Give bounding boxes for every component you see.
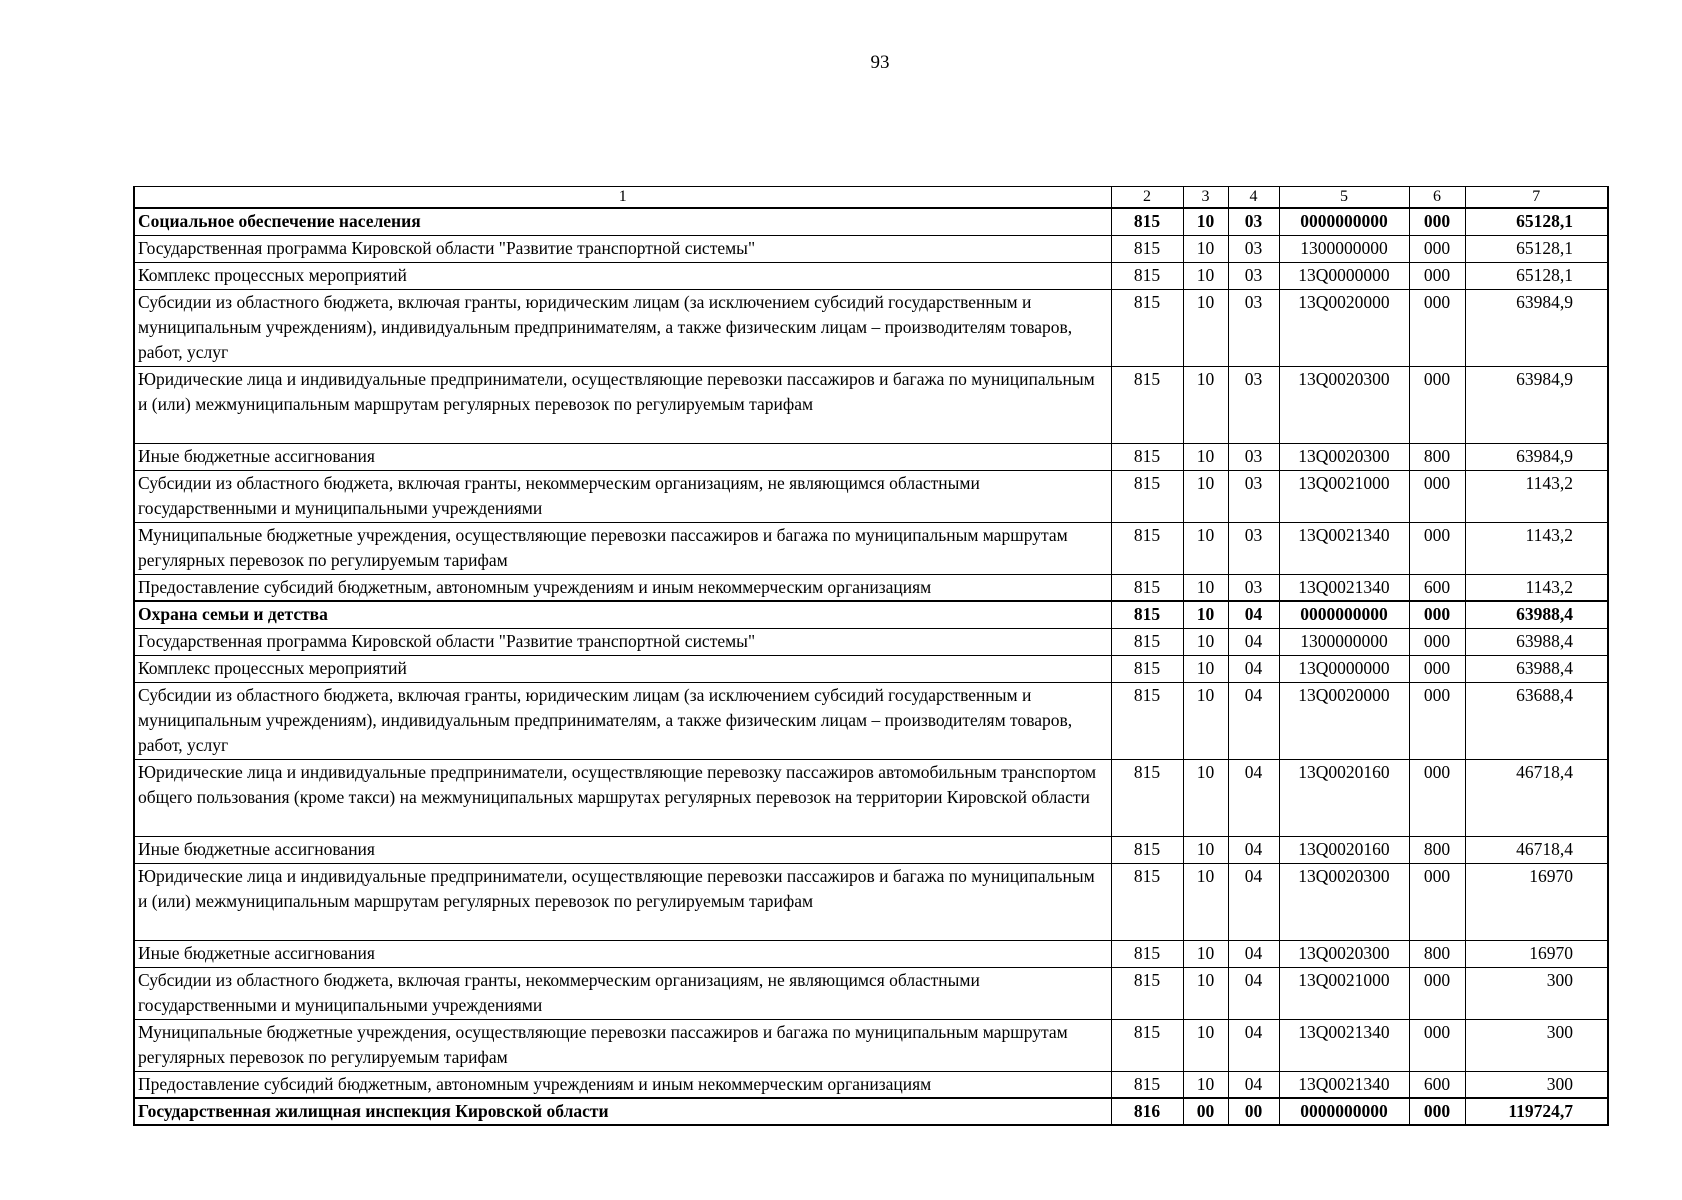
admin-code-cell: 815 [1111, 208, 1183, 235]
subsection-code-cell: 03 [1228, 289, 1279, 366]
section-code-cell: 10 [1183, 940, 1228, 967]
section-code-cell: 10 [1183, 366, 1228, 443]
admin-code-cell: 815 [1111, 601, 1183, 628]
section-code-cell: 10 [1183, 208, 1228, 235]
subsection-code-cell: 04 [1228, 682, 1279, 759]
table-row [134, 235, 1608, 262]
table-row [134, 262, 1608, 289]
section-code-cell: 10 [1183, 1019, 1228, 1071]
row-name-cell: Муниципальные бюджетные учреждения, осуществляющие перевозки пассажиров и багажа по муниципальным маршрутам регулярных перевозок по регулируемым тарифам [134, 1019, 1111, 1071]
admin-code-cell: 815 [1111, 235, 1183, 262]
expense-type-cell: 000 [1409, 208, 1465, 235]
subsection-code-cell: 04 [1228, 1019, 1279, 1071]
column-header: 4 [1228, 187, 1279, 209]
subsection-code-cell: 04 [1228, 759, 1279, 836]
row-name-cell: Юридические лица и индивидуальные предприниматели, осуществляющие перевозку пассажиров автомобильным транспортом общего пользования (кроме такси) на межмуниципальных маршрутах регулярных перевозок на территории Кировской области [134, 759, 1111, 836]
row-name-cell: Субсидии из областного бюджета, включая гранты, некоммерческим организациям, не являющимся областными государственными и муниципальными учреждениями [134, 470, 1111, 522]
section-code-cell: 10 [1183, 522, 1228, 574]
amount-cell: 300 [1465, 1019, 1608, 1071]
target-article-cell: 13Q0021340 [1279, 1019, 1409, 1071]
subsection-code-cell: 03 [1228, 235, 1279, 262]
row-name-cell: Государственная жилищная инспекция Кировской области [134, 1098, 1111, 1125]
row-name-cell: Субсидии из областного бюджета, включая гранты, некоммерческим организациям, не являющимся областными государственными и муниципальными учреждениями [134, 967, 1111, 1019]
column-header: 7 [1465, 187, 1608, 209]
subsection-code-cell: 04 [1228, 940, 1279, 967]
page-number: 93 [870, 52, 890, 73]
section-code-cell: 10 [1183, 443, 1228, 470]
table-row [134, 967, 1608, 1019]
section-code-cell: 10 [1183, 863, 1228, 940]
section-code-cell: 10 [1183, 655, 1228, 682]
target-article-cell: 0000000000 [1279, 1098, 1409, 1125]
row-name-cell: Предоставление субсидий бюджетным, автономным учреждениям и иным некоммерческим организациям [134, 1071, 1111, 1098]
subsection-code-cell: 03 [1228, 262, 1279, 289]
section-code-cell: 10 [1183, 235, 1228, 262]
subsection-code-cell: 00 [1228, 1098, 1279, 1125]
expense-type-cell: 800 [1409, 940, 1465, 967]
subsection-code-cell: 04 [1228, 967, 1279, 1019]
admin-code-cell: 815 [1111, 574, 1183, 601]
row-name-cell: Иные бюджетные ассигнования [134, 836, 1111, 863]
admin-code-cell: 815 [1111, 522, 1183, 574]
amount-cell: 65128,1 [1465, 208, 1608, 235]
expense-type-cell: 000 [1409, 1098, 1465, 1125]
subsection-code-cell: 03 [1228, 522, 1279, 574]
subsection-code-cell: 04 [1228, 1071, 1279, 1098]
section-code-cell: 10 [1183, 289, 1228, 366]
expense-type-cell: 000 [1409, 759, 1465, 836]
target-article-cell: 1300000000 [1279, 628, 1409, 655]
expense-type-cell: 000 [1409, 366, 1465, 443]
row-name-cell: Муниципальные бюджетные учреждения, осуществляющие перевозки пассажиров и багажа по муниципальным маршрутам регулярных перевозок по регулируемым тарифам [134, 522, 1111, 574]
admin-code-cell: 815 [1111, 836, 1183, 863]
target-article-cell: 13Q0020300 [1279, 940, 1409, 967]
section-code-cell: 10 [1183, 628, 1228, 655]
column-header: 6 [1409, 187, 1465, 209]
row-name-cell: Иные бюджетные ассигнования [134, 443, 1111, 470]
target-article-cell: 13Q0020300 [1279, 366, 1409, 443]
subsection-code-cell: 03 [1228, 574, 1279, 601]
amount-cell: 1143,2 [1465, 470, 1608, 522]
target-article-cell: 0000000000 [1279, 208, 1409, 235]
row-name-cell: Предоставление субсидий бюджетным, автономным учреждениям и иным некоммерческим организациям [134, 574, 1111, 601]
row-name-cell: Субсидии из областного бюджета, включая гранты, юридическим лицам (за исключением субсидий государственным и муниципальным учреждениям), индивидуальным предпринимателям, а также физическим лицам – производителям товаров, работ, услуг [134, 682, 1111, 759]
target-article-cell: 13Q0021000 [1279, 967, 1409, 1019]
column-header: 3 [1183, 187, 1228, 209]
expense-type-cell: 000 [1409, 863, 1465, 940]
table-row [134, 366, 1608, 443]
expense-type-cell: 000 [1409, 289, 1465, 366]
target-article-cell: 13Q0000000 [1279, 655, 1409, 682]
section-code-cell: 10 [1183, 574, 1228, 601]
table-row [134, 682, 1608, 759]
admin-code-cell: 815 [1111, 470, 1183, 522]
subsection-code-cell: 03 [1228, 470, 1279, 522]
target-article-cell: 13Q0000000 [1279, 262, 1409, 289]
target-article-cell: 13Q0020300 [1279, 443, 1409, 470]
amount-cell: 300 [1465, 967, 1608, 1019]
row-name-cell: Социальное обеспечение населения [134, 208, 1111, 235]
target-article-cell: 13Q0020160 [1279, 759, 1409, 836]
section-code-cell: 10 [1183, 601, 1228, 628]
amount-cell: 16970 [1465, 863, 1608, 940]
admin-code-cell: 815 [1111, 1019, 1183, 1071]
column-header: 1 [134, 187, 1111, 209]
expense-type-cell: 800 [1409, 443, 1465, 470]
amount-cell: 63988,4 [1465, 655, 1608, 682]
expense-type-cell: 000 [1409, 628, 1465, 655]
amount-cell: 16970 [1465, 940, 1608, 967]
target-article-cell: 13Q0021340 [1279, 522, 1409, 574]
admin-code-cell: 815 [1111, 940, 1183, 967]
table-row [134, 628, 1608, 655]
expense-type-cell: 000 [1409, 1019, 1465, 1071]
amount-cell: 63984,9 [1465, 443, 1608, 470]
row-name-cell: Комплекс процессных мероприятий [134, 262, 1111, 289]
admin-code-cell: 815 [1111, 655, 1183, 682]
expense-type-cell: 000 [1409, 601, 1465, 628]
expense-type-cell: 600 [1409, 1071, 1465, 1098]
admin-code-cell: 815 [1111, 759, 1183, 836]
amount-cell: 46718,4 [1465, 836, 1608, 863]
target-article-cell: 0000000000 [1279, 601, 1409, 628]
table-row [134, 470, 1608, 522]
column-header: 2 [1111, 187, 1183, 209]
admin-code-cell: 815 [1111, 967, 1183, 1019]
amount-cell: 63984,9 [1465, 289, 1608, 366]
section-code-cell: 00 [1183, 1098, 1228, 1125]
section-code-cell: 10 [1183, 1071, 1228, 1098]
section-code-cell: 10 [1183, 682, 1228, 759]
subsection-code-cell: 03 [1228, 208, 1279, 235]
target-article-cell: 13Q0021340 [1279, 1071, 1409, 1098]
section-code-cell: 10 [1183, 759, 1228, 836]
expense-type-cell: 000 [1409, 682, 1465, 759]
section-code-cell: 10 [1183, 836, 1228, 863]
expense-type-cell: 000 [1409, 967, 1465, 1019]
admin-code-cell: 815 [1111, 628, 1183, 655]
row-name-cell: Иные бюджетные ассигнования [134, 940, 1111, 967]
expense-type-cell: 600 [1409, 574, 1465, 601]
target-article-cell: 13Q0020000 [1279, 289, 1409, 366]
target-article-cell: 13Q0020000 [1279, 682, 1409, 759]
table-row [134, 601, 1608, 628]
admin-code-cell: 815 [1111, 682, 1183, 759]
table-row [134, 289, 1608, 366]
expense-type-cell: 800 [1409, 836, 1465, 863]
header-row [134, 187, 1608, 209]
admin-code-cell: 816 [1111, 1098, 1183, 1125]
table-row [134, 655, 1608, 682]
row-name-cell: Охрана семьи и детства [134, 601, 1111, 628]
table-body [134, 187, 1608, 1126]
table-row [134, 863, 1608, 940]
table-row [134, 1019, 1608, 1071]
admin-code-cell: 815 [1111, 863, 1183, 940]
amount-cell: 63984,9 [1465, 366, 1608, 443]
amount-cell: 65128,1 [1465, 262, 1608, 289]
section-code-cell: 10 [1183, 262, 1228, 289]
admin-code-cell: 815 [1111, 289, 1183, 366]
row-name-cell: Юридические лица и индивидуальные предприниматели, осуществляющие перевозки пассажиров и багажа по муниципальным и (или) межмуниципальным маршрутам регулярных перевозок по регулируемым тарифам [134, 366, 1111, 443]
row-name-cell: Комплекс процессных мероприятий [134, 655, 1111, 682]
amount-cell: 119724,7 [1465, 1098, 1608, 1125]
budget-table [133, 186, 1609, 1126]
target-article-cell: 13Q0021000 [1279, 470, 1409, 522]
amount-cell: 63988,4 [1465, 601, 1608, 628]
row-name-cell: Государственная программа Кировской области "Развитие транспортной системы" [134, 235, 1111, 262]
section-code-cell: 10 [1183, 967, 1228, 1019]
subsection-code-cell: 04 [1228, 601, 1279, 628]
table-row [134, 759, 1608, 836]
expense-type-cell: 000 [1409, 522, 1465, 574]
amount-cell: 300 [1465, 1071, 1608, 1098]
subsection-code-cell: 04 [1228, 655, 1279, 682]
row-name-cell: Юридические лица и индивидуальные предприниматели, осуществляющие перевозки пассажиров и багажа по муниципальным и (или) межмуниципальным маршрутам регулярных перевозок по регулируемым тарифам [134, 863, 1111, 940]
row-name-cell: Государственная программа Кировской области "Развитие транспортной системы" [134, 628, 1111, 655]
expense-type-cell: 000 [1409, 262, 1465, 289]
row-name-cell: Субсидии из областного бюджета, включая гранты, юридическим лицам (за исключением субсидий государственным и муниципальным учреждениям), индивидуальным предпринимателям, а также физическим лицам – производителям товаров, работ, услуг [134, 289, 1111, 366]
subsection-code-cell: 03 [1228, 443, 1279, 470]
amount-cell: 46718,4 [1465, 759, 1608, 836]
amount-cell: 63988,4 [1465, 628, 1608, 655]
table-row [134, 1098, 1608, 1125]
table-row [134, 940, 1608, 967]
table-row [134, 208, 1608, 235]
subsection-code-cell: 04 [1228, 836, 1279, 863]
target-article-cell: 13Q0021340 [1279, 574, 1409, 601]
target-article-cell: 13Q0020160 [1279, 836, 1409, 863]
table-row [134, 443, 1608, 470]
amount-cell: 1143,2 [1465, 522, 1608, 574]
admin-code-cell: 815 [1111, 262, 1183, 289]
table-row [134, 574, 1608, 601]
target-article-cell: 13Q0020300 [1279, 863, 1409, 940]
table-row [134, 522, 1608, 574]
column-header: 5 [1279, 187, 1409, 209]
admin-code-cell: 815 [1111, 366, 1183, 443]
admin-code-cell: 815 [1111, 443, 1183, 470]
amount-cell: 1143,2 [1465, 574, 1608, 601]
table-row [134, 1071, 1608, 1098]
subsection-code-cell: 03 [1228, 366, 1279, 443]
expense-type-cell: 000 [1409, 470, 1465, 522]
expense-type-cell: 000 [1409, 235, 1465, 262]
subsection-code-cell: 04 [1228, 628, 1279, 655]
admin-code-cell: 815 [1111, 1071, 1183, 1098]
amount-cell: 65128,1 [1465, 235, 1608, 262]
table-row [134, 836, 1608, 863]
expense-type-cell: 000 [1409, 655, 1465, 682]
amount-cell: 63688,4 [1465, 682, 1608, 759]
section-code-cell: 10 [1183, 470, 1228, 522]
subsection-code-cell: 04 [1228, 863, 1279, 940]
target-article-cell: 1300000000 [1279, 235, 1409, 262]
